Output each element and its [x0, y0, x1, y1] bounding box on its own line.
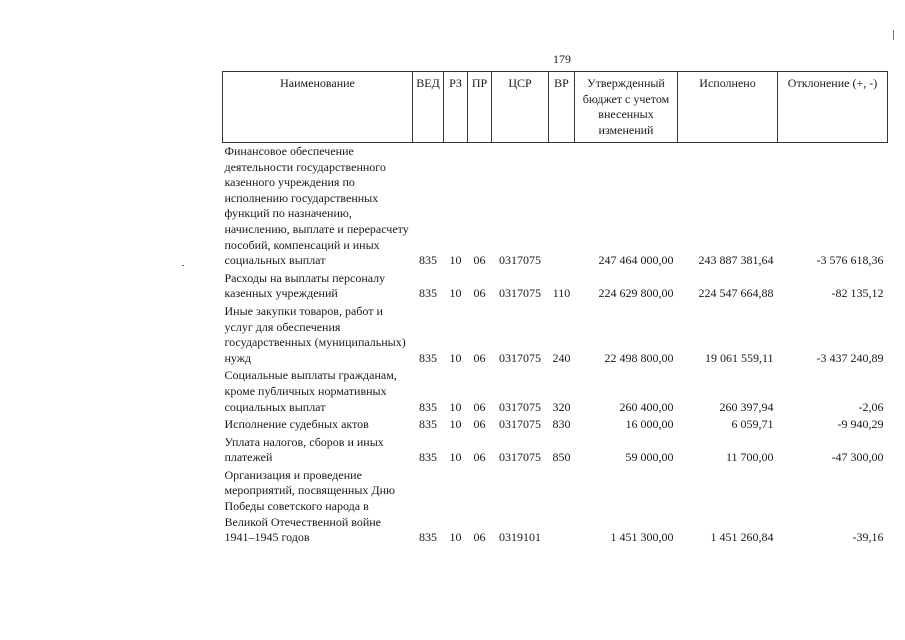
row-deviation: -2,06	[858, 399, 884, 414]
row-ved: 835	[419, 417, 437, 432]
header-name: Наименование	[223, 72, 413, 143]
row-ved: 835	[419, 350, 437, 365]
row-executed: 1 451 260,84	[710, 530, 774, 545]
row-name: Организация и проведение мероприятий, посвященных Дню Победы советского народа в Великой Отечественной войне 1941–1945 годов	[224, 467, 395, 545]
row-pr: 06	[473, 417, 486, 432]
row-rz: 10	[449, 286, 462, 301]
header-executed: Исполнено	[678, 72, 778, 143]
header-rz: РЗ	[444, 72, 468, 143]
row-deviation: -3 437 240,89	[816, 350, 884, 365]
row-ved: 835	[419, 286, 437, 301]
row-rz: 10	[449, 417, 462, 432]
row-name: Иные закупки товаров, работ и услуг для обеспечения государственных (муниципальных) нужд	[224, 303, 406, 365]
row-deviation: -47 300,00	[831, 450, 884, 465]
row-rz: 10	[449, 253, 462, 268]
row-executed: 243 887 381,64	[698, 253, 774, 268]
header-csr: ЦСР	[492, 72, 549, 143]
row-ved: 835	[419, 253, 437, 268]
row-approved: 260 400,00	[619, 399, 674, 414]
header-ved: ВЕД	[413, 72, 444, 143]
row-approved: 224 629 800,00	[598, 286, 674, 301]
row-rz: 10	[449, 530, 462, 545]
row-vr	[549, 467, 575, 547]
table-row	[223, 367, 888, 416]
table-row	[223, 416, 888, 434]
table-row	[223, 467, 888, 547]
header-pr: ПР	[468, 72, 492, 143]
row-executed: 260 397,94	[719, 399, 774, 414]
row-pr: 06	[473, 350, 486, 365]
row-deviation: -39,16	[852, 530, 884, 545]
header-deviation: Отклонение (+, -)	[778, 72, 888, 143]
row-executed: 19 061 559,11	[704, 350, 774, 365]
row-executed: 6 059,71	[731, 417, 774, 432]
row-rz: 10	[449, 350, 462, 365]
row-approved: 22 498 800,00	[604, 350, 674, 365]
row-vr: 850	[552, 450, 571, 465]
row-rz: 10	[449, 399, 462, 414]
row-csr: 0317075	[499, 417, 541, 432]
row-deviation: -9 940,29	[837, 417, 884, 432]
row-vr: 320	[552, 399, 571, 414]
row-executed: 224 547 664,88	[698, 286, 774, 301]
row-rz: 10	[449, 450, 462, 465]
table-row	[223, 143, 888, 270]
row-approved: 1 451 300,00	[610, 530, 674, 545]
row-approved: 59 000,00	[625, 450, 674, 465]
row-deviation: -3 576 618,36	[816, 253, 884, 268]
header-approved: Утвержденный бюджет с учетом внесенных изменений	[575, 72, 678, 143]
row-csr: 0317075	[499, 450, 541, 465]
budget-table	[222, 71, 888, 547]
scan-artifact	[893, 30, 894, 40]
row-deviation: -82 135,12	[831, 286, 884, 301]
row-csr: 0319101	[499, 530, 541, 545]
row-vr: 830	[552, 417, 571, 432]
row-pr: 06	[473, 399, 486, 414]
row-name: Уплата налогов, сборов и иных платежей	[224, 434, 384, 465]
row-csr: 0317075	[499, 253, 541, 268]
row-vr: 110	[552, 286, 571, 301]
table-row	[223, 434, 888, 467]
row-approved: 247 464 000,00	[598, 253, 674, 268]
row-executed: 11 700,00	[725, 450, 774, 465]
table-row	[223, 303, 888, 367]
table-row	[223, 270, 888, 303]
row-pr: 06	[473, 530, 486, 545]
row-vr	[549, 143, 575, 270]
row-csr: 0317075	[499, 399, 541, 414]
row-name: Финансовое обеспечение деятельности государственного казенного учреждения по исполнению государственных функций по назначению, начислению, выплате и перерасчету пособий, компенсаций и иных социальных выплат	[224, 144, 409, 268]
row-ved: 835	[419, 399, 437, 414]
row-pr: 06	[473, 286, 486, 301]
row-pr: 06	[473, 253, 486, 268]
page-number: 179	[553, 52, 571, 66]
row-name: Социальные выплаты гражданам, кроме публичных нормативных социальных выплат	[224, 368, 397, 414]
row-csr: 0317075	[499, 286, 541, 301]
row-name: Исполнение судебных актов	[224, 417, 369, 432]
row-vr: 240	[552, 350, 571, 365]
row-csr: 0317075	[499, 350, 541, 365]
header-vr: ВР	[549, 72, 575, 143]
row-name: Расходы на выплаты персоналу казенных учреждений	[224, 270, 386, 301]
row-pr: 06	[473, 450, 486, 465]
row-ved: 835	[419, 450, 437, 465]
row-ved: 835	[419, 530, 437, 545]
table-header-row	[223, 72, 888, 143]
scan-artifact	[182, 265, 184, 266]
row-approved: 16 000,00	[625, 417, 674, 432]
